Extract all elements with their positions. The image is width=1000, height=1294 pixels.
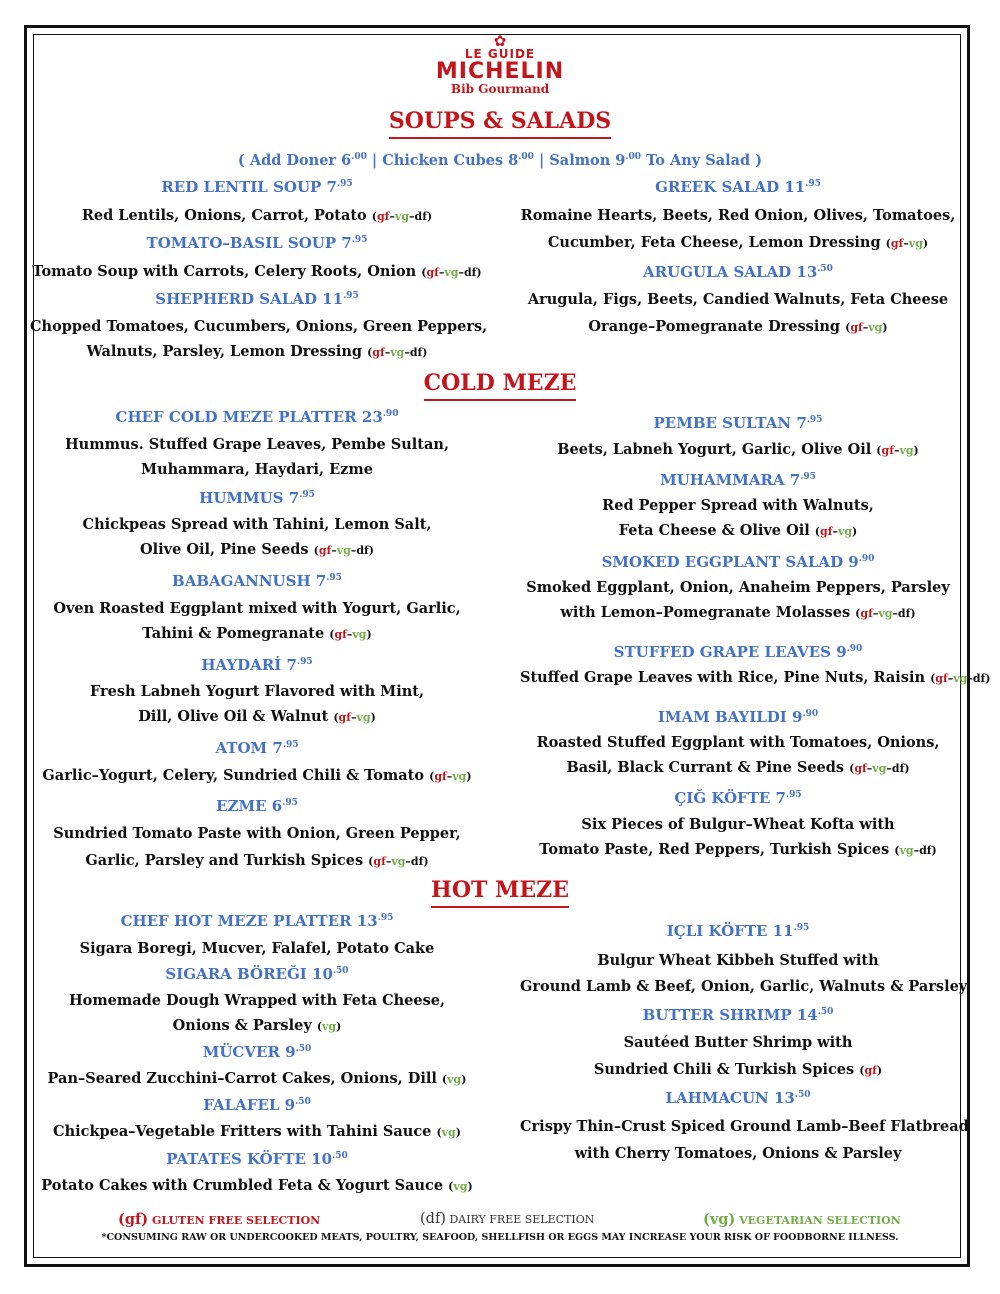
dietary-tag-vg: vg	[453, 1180, 468, 1193]
dietary-tag-df: df	[356, 544, 369, 557]
menu-item-description	[30, 825, 484, 842]
description-text: Sundried Chili & Turkish Spices	[593, 1061, 860, 1078]
salad-addons: ( Add Doner $6^{.00}$ | Chicken Cubes $8^{.00}$ | Salmon $9^{.00}$ To Any Salad )	[237, 152, 763, 169]
menu-item-description	[30, 992, 484, 1009]
foodborne-illness-disclaimer: *CONSUMING RAW OR UNDERCOOKED MEATS, POULTRY, SEAFOOD, SHELLFISH OR EGGS MAY INCREASE YOUR RISK OF FOODBORNE ILLNESS.	[101, 1232, 899, 1243]
description-text: Fresh Labneh Yogurt Flavored with Mint,	[89, 683, 425, 700]
dietary-tag-vg: vg	[953, 672, 968, 685]
description-text: Homemade Dough Wrapped with Feta Cheese,	[68, 992, 446, 1009]
dietary-tags: (gf–vg)	[333, 711, 376, 724]
dietary-tag-gf: gf	[434, 770, 447, 783]
menu-item-price-cents: .95	[785, 790, 802, 800]
menu-item-price-cents: .95	[793, 923, 810, 933]
menu-item-name: GREEK SALAD $11^{.95}$	[655, 178, 821, 196]
menu-item-description	[520, 522, 956, 539]
dietary-tags: (gf–vg–df)	[855, 607, 916, 620]
menu-item-description	[30, 1177, 484, 1194]
menu-item-description	[30, 318, 488, 335]
bibendum-flower-icon: ✿	[493, 32, 507, 50]
menu-item-name: EZME $6^{.95}$	[216, 797, 298, 815]
dietary-tag-df: df	[463, 266, 477, 279]
menu-item-name: FALAFEL $9^{.50}$	[203, 1096, 311, 1114]
menu-item-name: RED LENTIL SOUP $7^{.95}$	[161, 178, 353, 196]
menu-item-name: IÇLI KÖFTE $11^{.95}$	[666, 922, 810, 940]
menu-item-name: STUFFED GRAPE LEAVES $9^{.90}$	[613, 643, 863, 661]
description-text: Arugula, Figs, Beets, Candied Walnuts, Feta Cheese	[527, 291, 949, 308]
menu-item-description	[30, 625, 484, 642]
menu-item-description	[30, 1123, 484, 1140]
menu-item-name: BUTTER SHRIMP $14^{.50}$	[642, 1006, 834, 1024]
menu-item-description	[520, 441, 956, 458]
menu-item-price-cents: .95	[805, 179, 821, 189]
menu-item-name: SIGARA BÖREĞI $10^{.50}$	[165, 965, 349, 983]
menu-item-price-cents: .50	[332, 1151, 348, 1161]
menu-item-price-cents: .95	[282, 798, 298, 808]
menu-item-name: SMOKED EGGPLANT SALAD $9^{.90}$	[601, 553, 875, 571]
dietary-tags: (vg)	[448, 1180, 473, 1193]
dietary-tags: (vg)	[316, 1020, 342, 1033]
menu-item-price-cents: .95	[299, 490, 315, 500]
menu-item-price-cents: .95	[806, 415, 823, 425]
menu-item-price-cents: .50	[794, 1090, 811, 1100]
description-text: Feta Cheese & Olive Oil	[618, 522, 815, 539]
dietary-tags: (gf–vg–df)	[930, 672, 991, 685]
dietary-tag-gf: gf	[864, 1064, 877, 1077]
dietary-tag-gf: gf	[426, 266, 439, 279]
menu-item-name: PATATES KÖFTE $10^{.50}$	[166, 1150, 348, 1168]
description-text: Cucumber, Feta Cheese, Lemon Dressing	[547, 234, 886, 251]
description-text: Roasted Stuffed Eggplant with Tomatoes, Onions,	[536, 734, 940, 751]
dietary-tag-vg: vg	[908, 237, 923, 250]
menu-item-description	[520, 816, 956, 833]
description-text: with Lemon–Pomegranate Molasses	[560, 604, 856, 621]
description-text: Oven Roasted Eggplant mixed with Yogurt, Garlic,	[53, 600, 461, 617]
dietary-tag-gf: gf	[854, 762, 867, 775]
menu-item-description	[520, 1034, 956, 1051]
description-text: Olive Oil, Pine Seeds	[140, 541, 314, 558]
menu-item-description	[520, 318, 956, 335]
menu-item-price-cents: .95	[377, 913, 394, 923]
description-text: Sigara Boregi, Mucver, Falafel, Potato Cake	[79, 940, 435, 957]
legend-gluten-free: (gf) GLUTEN FREE SELECTION	[118, 1211, 321, 1228]
dietary-tag-df: df	[414, 210, 427, 223]
dietary-tag-vg: vg	[444, 266, 459, 279]
menu-item-description	[520, 604, 956, 621]
description-text: Potato Cakes with Crumbled Feta & Yogurt Sauce	[41, 1177, 449, 1194]
dietary-tag-gf: gf	[890, 237, 904, 250]
dietary-tag-gf: gf	[318, 544, 332, 557]
dietary-tags: (gf–vg)	[814, 525, 858, 538]
legend-vegetarian: (vg) VEGETARIAN SELECTION	[703, 1211, 901, 1228]
dietary-tag-gf: gf	[373, 855, 386, 868]
dietary-tag-vg: vg	[336, 544, 351, 557]
menu-item-name: MUHAMMARA $7^{.95}$	[660, 471, 816, 489]
dietary-tags: (vg)	[441, 1073, 467, 1086]
description-text: Six Pieces of Bulgur–Wheat Kofta with	[581, 816, 895, 833]
logo-line-3: Bib Gourmand	[450, 82, 550, 96]
dietary-tag-gf: gf	[850, 321, 863, 334]
section-title-soups: SOUPS & SALADS	[0, 108, 1000, 139]
dietary-tag-vg: vg	[872, 762, 887, 775]
dietary-tag-df: df	[891, 762, 905, 775]
dietary-tag-df: df	[409, 346, 423, 359]
menu-item-description	[520, 978, 968, 995]
dietary-tag-df: df	[919, 844, 932, 857]
dietary-tag-vg: vg	[322, 1020, 337, 1033]
menu-item-name: IMAM BAYILDI $9^{.90}$	[657, 708, 819, 726]
dietary-tag-vg: vg	[390, 346, 405, 359]
dietary-tag-vg: vg	[868, 321, 883, 334]
dietary-tags: (gf–vg–df)	[367, 346, 428, 359]
menu-item-price-cents: .50	[332, 966, 349, 976]
menu-item-name: MÜCVER $9^{.50}$	[202, 1043, 312, 1061]
menu-item-description	[30, 1017, 484, 1034]
menu-item-name: CHEF COLD MEZE PLATTER $23^{.90}$	[115, 408, 399, 426]
dietary-tags: (gf–vg–df)	[368, 855, 429, 868]
menu-item-name: ARUGULA SALAD $13^{.50}$	[643, 263, 833, 281]
dietary-tags: (gf–vg–df)	[421, 266, 482, 279]
michelin-logo	[0, 34, 1000, 95]
menu-item-description	[520, 759, 956, 776]
dietary-tag-df: df	[972, 672, 986, 685]
menu-item-description	[520, 234, 956, 251]
description-text: Chopped Tomatoes, Cucumbers, Onions, Green Peppers,	[30, 318, 488, 335]
description-text: Pan–Seared Zucchini–Carrot Cakes, Onions, Dill	[47, 1070, 442, 1087]
menu-item-price-cents: .90	[858, 554, 875, 564]
menu-item-description	[30, 516, 484, 533]
menu-item-price-cents: .95	[296, 657, 313, 667]
dietary-tags: (gf–vg–df)	[849, 762, 910, 775]
dietary-tags: (gf)	[859, 1064, 883, 1077]
description-text: Stuffed Grape Leaves with Rice, Pine Nuts, Raisin	[520, 669, 931, 686]
dietary-tag-vg: vg	[452, 770, 467, 783]
description-text: Onions & Parsley	[172, 1017, 317, 1034]
description-text: Beets, Labneh Yogurt, Garlic, Olive Oil	[557, 441, 877, 458]
menu-item-price-cents: .95	[351, 235, 368, 245]
description-text: Tomato Paste, Red Peppers, Turkish Spices	[539, 841, 895, 858]
dietary-tag-gf: gf	[820, 525, 833, 538]
menu-item-price-cents: .90	[802, 709, 819, 719]
menu-item-price-cents: .95	[282, 740, 299, 750]
menu-item-name: PEMBE SULTAN $7^{.95}$	[653, 414, 823, 432]
menu-item-description	[520, 1145, 956, 1162]
menu-item-description	[30, 767, 484, 784]
legend-dairy-free: (df) DAIRY FREE SELECTION	[420, 1211, 595, 1227]
description-text: with Cherry Tomatoes, Onions & Parsley	[574, 1145, 902, 1162]
menu-item-description	[520, 1118, 969, 1135]
dietary-tag-gf: gf	[860, 607, 873, 620]
dietary-tag-gf: gf	[338, 711, 351, 724]
dietary-tag-vg: vg	[441, 1126, 456, 1139]
menu-item-description	[30, 708, 484, 725]
description-text: Dill, Olive Oil & Walnut	[138, 708, 334, 725]
menu-item-price-cents: .95	[343, 291, 359, 301]
dietary-tag-vg: vg	[878, 607, 893, 620]
dietary-tag-gf: gf	[372, 346, 385, 359]
description-text: Muhammara, Haydari, Ezme	[141, 461, 373, 478]
description-text: Chickpeas Spread with Tahini, Lemon Salt,	[82, 516, 432, 533]
section-title-hot: HOT MEZE	[0, 877, 1000, 908]
dietary-tag-gf: gf	[376, 210, 390, 223]
menu-item-description	[30, 343, 484, 360]
description-text: Garlic, Parsley and Turkish Spices	[85, 852, 369, 869]
logo-line-1: LE GUIDE	[464, 47, 536, 61]
dietary-tag-gf: gf	[881, 444, 894, 457]
description-text: Crispy Thin–Crust Spiced Ground Lamb–Beef Flatbread	[520, 1118, 969, 1135]
menu-item-description	[520, 497, 956, 514]
menu-item-name: SHEPHERD SALAD $11^{.95}$	[155, 290, 359, 308]
dietary-tag-vg: vg	[352, 628, 367, 641]
description-text: Sundried Tomato Paste with Onion, Green Pepper,	[53, 825, 461, 842]
menu-item-name: LAHMACUN $13^{.50}$	[665, 1089, 811, 1107]
description-text: Tahini & Pomegranate	[142, 625, 330, 642]
menu-item-description	[30, 1070, 484, 1087]
description-text: Red Pepper Spread with Walnuts,	[602, 497, 874, 514]
description-text: Tomato Soup with Carrots, Celery Roots, Onion	[32, 263, 422, 280]
menu-item-description	[30, 263, 484, 280]
menu-item-name: ATOM $7^{.95}$	[215, 739, 299, 757]
dietary-tag-vg: vg	[447, 1073, 462, 1086]
description-text: Smoked Eggplant, Onion, Anaheim Peppers, Parsley	[526, 579, 950, 596]
dietary-tag-df: df	[897, 607, 911, 620]
menu-item-description	[30, 600, 484, 617]
description-text: Romaine Hearts, Beets, Red Onion, Olives, Tomatoes,	[520, 207, 956, 224]
dietary-tag-df: df	[410, 855, 424, 868]
logo-line-2: MICHELIN	[435, 59, 565, 84]
menu-item-description	[30, 436, 484, 453]
menu-item-description	[520, 207, 956, 224]
description-text: Sautéed Butter Shrimp with	[623, 1034, 853, 1051]
dietary-tag-vg: vg	[356, 711, 371, 724]
description-text: Garlic–Yogurt, Celery, Sundried Chili & Tomato	[42, 767, 430, 784]
menu-item-description	[30, 852, 484, 869]
dietary-tags: (gf–vg)	[429, 770, 472, 783]
description-text: Hummus. Stuffed Grape Leaves, Pembe Sultan,	[64, 436, 449, 453]
description-text: Orange–Pomegranate Dressing	[588, 318, 846, 335]
menu-item-price-cents: .95	[337, 179, 353, 189]
menu-item-price-cents: .90	[846, 644, 863, 654]
dietary-tag-vg: vg	[391, 855, 406, 868]
dietary-tags: (gf–vg)	[876, 444, 919, 457]
menu-item-price-cents: .50	[817, 1007, 834, 1017]
menu-item-description	[30, 207, 484, 224]
menu-item-description	[520, 579, 956, 596]
menu-item-description	[520, 841, 956, 858]
menu-item-price-cents: .50	[295, 1044, 312, 1054]
dietary-tags: (vg)	[436, 1126, 461, 1139]
menu-item-name: BABAGANNUSH $7^{.95}$	[172, 572, 342, 590]
dietary-tag-gf: gf	[935, 672, 948, 685]
description-text: Ground Lamb & Beef, Onion, Garlic, Walnuts & Parsley	[520, 978, 968, 995]
description-text: Basil, Black Currant & Pine Seeds	[566, 759, 850, 776]
menu-item-description	[520, 952, 956, 969]
menu-item-description	[520, 669, 991, 686]
dietary-tag-vg: vg	[394, 210, 410, 223]
menu-item-description	[30, 461, 484, 478]
menu-item-price-cents: .95	[326, 573, 342, 583]
description-text: Chickpea–Vegetable Fritters with Tahini Sauce	[53, 1123, 437, 1140]
menu-item-description	[30, 541, 484, 558]
menu-item-name: HUMMUS $7^{.95}$	[199, 489, 315, 507]
dietary-tag-vg: vg	[899, 444, 914, 457]
menu-item-price-cents: .90	[382, 409, 399, 419]
menu-item-description	[520, 734, 956, 751]
dietary-tag-vg: vg	[899, 844, 914, 857]
menu-item-description	[30, 683, 484, 700]
menu-item-description	[520, 291, 956, 308]
description-text: Red Lentils, Onions, Carrot, Potato	[81, 207, 372, 224]
menu-item-description	[520, 1061, 956, 1078]
menu-item-name: TOMATO–BASIL SOUP $7^{.95}$	[146, 234, 368, 252]
menu-item-name: HAYDARİ $7^{.95}$	[201, 656, 313, 674]
dietary-tags: (gf–vg)	[329, 628, 372, 641]
menu-item-price-cents: .50	[817, 264, 833, 274]
dietary-tags: (gf–vg)	[885, 237, 929, 250]
menu-item-price-cents: .95	[800, 472, 816, 482]
section-title-cold: COLD MEZE	[0, 370, 1000, 401]
dietary-tags: (gf–vg–df)	[313, 544, 374, 557]
dietary-tags: (vg–df)	[894, 844, 937, 857]
menu-item-name: ÇIĞ KÖFTE $7^{.95}$	[674, 789, 802, 807]
dietary-tag-vg: vg	[837, 525, 853, 538]
menu-item-price-cents: .50	[295, 1097, 311, 1107]
menu-item-name: CHEF HOT MEZE PLATTER $13^{.95}$	[120, 912, 394, 930]
dietary-tag-gf: gf	[334, 628, 347, 641]
description-text: Bulgur Wheat Kibbeh Stuffed with	[597, 952, 879, 969]
dietary-tags: (gf–vg–df)	[371, 210, 433, 223]
description-text: Walnuts, Parsley, Lemon Dressing	[86, 343, 368, 360]
menu-item-description	[30, 940, 484, 957]
dietary-tags: (gf–vg)	[845, 321, 888, 334]
